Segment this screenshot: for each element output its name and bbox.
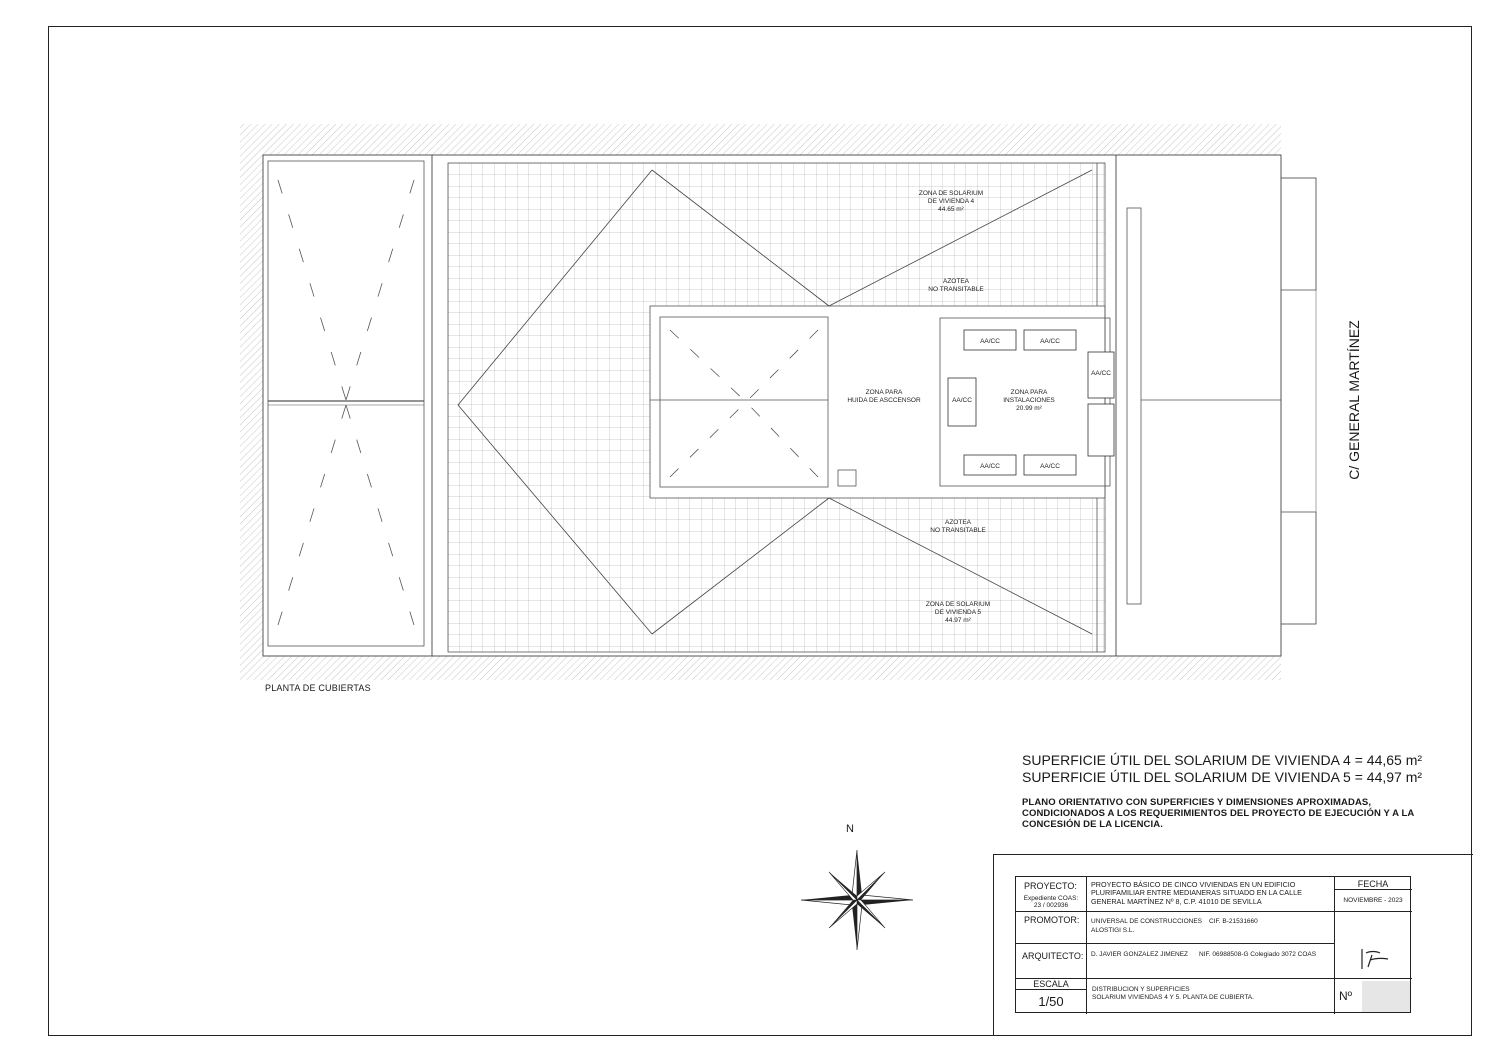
- plan-title: PLANTA DE CUBIERTAS: [265, 683, 371, 693]
- aacc-unit: [1024, 330, 1076, 350]
- installations-zone-label: ZONA PARA INSTALACIONES 20.99 m²: [1003, 389, 1055, 412]
- aacc-unit: [948, 378, 976, 426]
- aacc-unit: [1024, 455, 1076, 475]
- arquitecto-nif: NIF. 06988508-G Colegiado 3072 COAS: [1199, 951, 1317, 958]
- aacc-unit: [964, 455, 1016, 475]
- compass-north-label: N: [846, 823, 854, 835]
- elevator-skylight: [650, 317, 828, 487]
- fecha-label: FECHA: [1357, 879, 1389, 889]
- area-notes: [1022, 752, 1452, 830]
- promotor-cif: CIF. B-21531660: [1209, 918, 1258, 925]
- svg-text:AA/CC: AA/CC: [1040, 463, 1060, 470]
- promotor-name-2: ALOSTIGI S.L.: [1091, 927, 1135, 934]
- north-arrow-icon: [801, 850, 913, 950]
- arquitecto-name: D. JAVIER GONZALEZ JIMENEZ: [1091, 951, 1189, 958]
- descripcion-line-2: SOLARIUM VIVIENDAS 4 Y 5. PLANTA DE CUBIERTA.: [1092, 994, 1254, 1001]
- left-patio-skylight: [268, 161, 424, 646]
- expediente-label: Expediente COAS:: [1023, 895, 1079, 902]
- arquitecto-label: ARQUITECTO:: [1022, 951, 1084, 961]
- facade-balconies: [1127, 178, 1316, 624]
- title-block: [1015, 876, 1411, 1013]
- promotor-name: UNIVERSAL DE CONSTRUCCIONES: [1091, 918, 1202, 925]
- escala-label: ESCALA: [1033, 979, 1069, 989]
- proyecto-label: PROYECTO:: [1024, 881, 1077, 891]
- fecha-value: NOVIEMBRE - 2023: [1343, 897, 1403, 904]
- aacc-unit: [1088, 352, 1114, 398]
- solarium4-label: ZONA DE SOLARIUM DE VIVIENDA 4 44.65 m²: [918, 190, 984, 213]
- solarium5-label: ZONA DE SOLARIUM DE VIVIENDA 5 44.97 m²: [925, 601, 991, 624]
- azotea-bottom-label: AZOTEA NO TRANSITABLE: [930, 519, 986, 534]
- disclaimer: PLANO ORIENTATIVO CON SUPERFICIES Y DIMENSIONES APROXIMADAS, CONDICIONADOS A LOS REQUERIMIENTOS DEL PROYECTO DE EJECUCIÓN Y A LA CONCESIÓN DE LA LICENCIA.: [1022, 797, 1415, 830]
- promotor-label: PROMOTOR:: [1024, 915, 1080, 925]
- escala-value: 1/50: [1038, 994, 1064, 1009]
- expediente-value: 23 / 002936: [1033, 902, 1069, 909]
- descripcion-line-1: DISTRIBUCION Y SUPERFICIES: [1092, 986, 1190, 993]
- numero-label: Nº: [1339, 989, 1353, 1003]
- numero-box: [1362, 981, 1410, 1012]
- elevator-zone-label: ZONA PARA HUIDA DE ASCCENSOR: [847, 389, 921, 404]
- area-line-vivienda-5: SUPERFICIE ÚTIL DEL SOLARIUM DE VIVIENDA 5 = 44,97 m²: [1022, 769, 1423, 785]
- svg-text:AA/CC: AA/CC: [1091, 370, 1111, 377]
- signature-icon: [1356, 943, 1396, 973]
- street-name: C/ GENERAL MARTÍNEZ: [1346, 320, 1362, 480]
- proyecto-value: PROYECTO BÁSICO DE CINCO VIVIENDAS EN UN EDIFICIO PLURIFAMILIAR ENTRE MEDIANERAS SITUADO EN LA CALLE GENERAL MARTÍNEZ Nº 8, C.P. 41010 DE SEVILLA: [1091, 880, 1302, 906]
- svg-text:AA/CC: AA/CC: [952, 397, 972, 404]
- aacc-unit: [964, 330, 1016, 350]
- svg-text:AA/CC: AA/CC: [1040, 338, 1060, 345]
- svg-text:AA/CC: AA/CC: [980, 338, 1000, 345]
- terrace-tiles: [448, 163, 1105, 652]
- aacc-unit: [1088, 404, 1114, 456]
- azotea-top-label: AZOTEA NO TRANSITABLE: [928, 278, 984, 293]
- svg-text:AA/CC: AA/CC: [980, 463, 1000, 470]
- area-line-vivienda-4: SUPERFICIE ÚTIL DEL SOLARIUM DE VIVIENDA 4 = 44,65 m²: [1022, 752, 1423, 768]
